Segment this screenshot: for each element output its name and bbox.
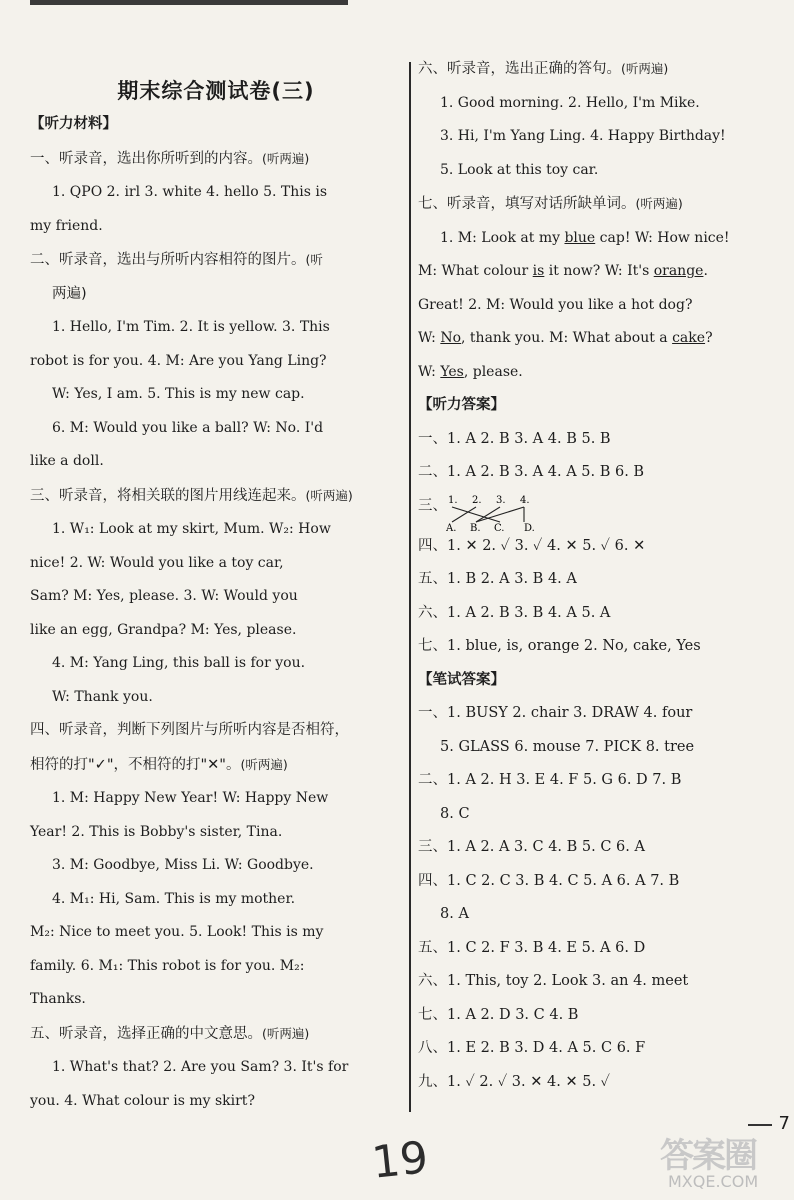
q3-line-6: W: Thank you. <box>52 688 153 705</box>
q6-heading-text: 六、听录音，选出正确的答句。 <box>418 61 621 77</box>
q7-l1-a: 1. M: Look at my <box>440 229 565 246</box>
q1-line-2: my friend. <box>30 217 103 234</box>
q2-line-2: robot is for you. 4. M: Are you Yang Ling? <box>30 352 327 369</box>
q3-line-5: 4. M: Yang Ling, this ball is for you. <box>52 655 306 671</box>
match-top-4: 4. <box>520 494 530 506</box>
q1-heading-text: 一、听录音，选出你所听到的内容。 <box>30 150 262 167</box>
q6-line-1: 1. Good morning. 2. Hello, I'm Mike. <box>440 94 700 111</box>
q3-line-4: like an egg, Grandpa? M: Yes, please. <box>30 621 297 638</box>
q5-heading-text: 五、听录音，选择正确的中文意思。 <box>30 1025 262 1042</box>
match-line-2 <box>452 507 476 522</box>
q2-line-5: like a doll. <box>30 453 104 469</box>
written-answer-3: 三、1. A 2. A 3. C 4. B 5. C 6. A <box>418 839 645 855</box>
q7-line-1 <box>418 222 790 256</box>
q7-l4-a: W: <box>418 330 441 346</box>
q7-l5-blank: Yes <box>440 363 464 380</box>
listening-answers-heading: 【听力答案】 <box>418 397 505 413</box>
q7-l4-blank: No <box>440 330 462 346</box>
written-answer-8: 八、1. E 2. B 3. D 4. A 5. C 6. F <box>418 1040 646 1056</box>
q7-l5-b: , please. <box>463 363 523 380</box>
written-answer-4-line-1: 四、1. C 2. C 3. B 4. C 5. A 6. A 7. B <box>418 872 680 889</box>
q7-l2-b: it now? W: It's <box>544 263 654 279</box>
q7-l4-blank-2: cake <box>672 330 706 346</box>
q7-l1-blank: blue <box>564 229 596 246</box>
listening-answer-1: 一、1. A 2. B 3. A 4. B 5. B <box>418 430 611 447</box>
q7-note: (听两遍) <box>635 196 683 211</box>
written-answer-1-line-2: 5. GLASS 6. mouse 7. PICK 8. tree <box>440 738 695 755</box>
q4-heading-1: 四、听录音，判断下列图片与所听内容是否相符， <box>30 722 349 738</box>
q7-l2-c: . <box>703 263 708 279</box>
q7-line-3: Great! 2. M: Would you like a hot dog? <box>418 296 693 313</box>
q5-heading <box>30 1017 402 1052</box>
listening-answer-3-label: 三、 <box>418 497 447 514</box>
q2-heading <box>30 243 402 278</box>
q2-note-a: (听 <box>305 252 323 267</box>
page-number-dash <box>748 1124 772 1126</box>
left-column <box>30 0 402 1118</box>
q3-note: (听两遍) <box>305 487 353 503</box>
listening-material-heading: 【听力材料】 <box>30 116 117 132</box>
q3-heading-text: 三、听录音，将相关联的图片用线连起来。 <box>30 487 306 504</box>
q7-heading <box>418 187 790 222</box>
q7-l2-a: M: What colour <box>418 263 533 279</box>
q2-line-1: 1. Hello, I'm Tim. 2. It is yellow. 3. This <box>52 319 330 335</box>
q6-heading <box>418 52 790 87</box>
q4-line-2: Year! 2. This is Bobby's sister, Tina. <box>30 823 283 840</box>
q3-line-3: Sam? M: Yes, please. 3. W: Would you <box>30 588 298 604</box>
q7-heading-text: 七、听录音，填写对话所缺单词。 <box>418 196 636 212</box>
listening-answer-6: 六、1. A 2. B 3. B 4. A 5. A <box>418 604 611 621</box>
match-line-5 <box>476 507 524 522</box>
q7-line-2 <box>418 255 790 289</box>
match-bottom-c: C. <box>494 522 505 532</box>
q7-l4-c: ? <box>705 330 713 346</box>
q4-line-6: family. 6. M₁: This robot is for you. M₂: <box>30 957 305 974</box>
q6-line-3: 5. Look at this toy car. <box>440 161 599 178</box>
q4-line-4: 4. M₁: Hi, Sam. This is my mother. <box>52 890 296 907</box>
q1-note: (听两遍) <box>262 150 310 166</box>
q6-line-2: 3. Hi, I'm Yang Ling. 4. Happy Birthday! <box>440 128 726 144</box>
watermark-logo-text: 答案圈 <box>660 1136 756 1176</box>
q4-line-1: 1. M: Happy New Year! W: Happy New <box>52 790 329 806</box>
q7-line-5 <box>418 356 790 390</box>
q1-line-1: 1. QPO 2. irl 3. white 4. hello 5. This is <box>52 184 328 200</box>
q6-note: (听两遍) <box>621 61 669 76</box>
q4-line-5: M₂: Nice to meet you. 5. Look! This is my <box>30 924 324 940</box>
q1-heading <box>30 142 402 177</box>
q2-note-cont: 两遍) <box>52 285 87 302</box>
match-top-1: 1. <box>448 494 458 506</box>
match-line-3 <box>476 507 500 522</box>
column-divider <box>409 62 411 1112</box>
q3-line-2: nice! 2. W: Would you like a toy car, <box>30 554 284 571</box>
q7-l2-blank: is <box>532 263 545 279</box>
listening-answer-4: 四、1. ✕ 2. ✓ 3. ✓ 4. ✕ 5. ✓ 6. ✕ <box>418 537 646 554</box>
written-answer-5: 五、1. C 2. F 3. B 4. E 5. A 6. D <box>418 939 646 956</box>
q7-l2-blank-2: orange <box>653 263 704 279</box>
match-bottom-a: A. <box>446 522 457 532</box>
listening-answer-3-matching <box>418 490 790 530</box>
page-title: 期末综合测试卷(三) <box>117 79 315 103</box>
written-answer-7: 七、1. A 2. D 3. C 4. B <box>418 1006 579 1023</box>
written-answer-9: 九、1. ✓ 2. ✓ 3. ✕ 4. ✕ 5. ✓ <box>418 1073 611 1090</box>
q7-l4-b: , thank you. M: What about a <box>461 330 673 346</box>
match-bottom-d: D. <box>524 522 535 532</box>
q5-line-2: you. 4. What colour is my skirt? <box>30 1092 255 1109</box>
written-answer-1-line-1: 一、1. BUSY 2. chair 3. DRAW 4. four <box>418 705 693 721</box>
listening-answer-2: 二、1. A 2. B 3. A 4. A 5. B 6. B <box>418 464 645 480</box>
q4-line-3: 3. M: Goodbye, Miss Li. W: Goodbye. <box>52 857 314 873</box>
watermark-url: MXQE.COM <box>668 1172 759 1191</box>
written-answer-2-line-1: 二、1. A 2. H 3. E 4. F 5. G 6. D 7. B <box>418 772 682 788</box>
written-answer-6: 六、1. This, toy 2. Look 3. an 4. meet <box>418 973 689 989</box>
written-answer-2-line-2: 8. C <box>440 805 470 822</box>
q2-line-3: W: Yes, I am. 5. This is my new cap. <box>52 386 305 402</box>
q5-note: (听两遍) <box>262 1025 310 1041</box>
q4-heading-text: 相符的打"✓"，不相符的打"✕"。 <box>30 756 241 773</box>
handwritten-number: 19 <box>369 1132 431 1189</box>
q7-l5-a: W: <box>418 363 441 380</box>
match-line-1 <box>452 507 500 522</box>
matching-lines-diagram <box>446 492 556 532</box>
match-top-2: 2. <box>472 494 482 506</box>
q4-line-7: Thanks. <box>30 991 86 1007</box>
q2-line-4: 6. M: Would you like a ball? W: No. I'd <box>52 419 324 436</box>
match-top-3: 3. <box>496 494 506 506</box>
right-column <box>418 52 790 1099</box>
q7-line-4 <box>418 322 790 356</box>
written-answer-4-line-2: 8. A <box>440 906 469 922</box>
q3-heading <box>30 479 402 514</box>
page-number: 7 <box>778 1113 790 1134</box>
q5-line-1: 1. What's that? 2. Are you Sam? 3. It's for <box>52 1059 349 1075</box>
q3-line-1: 1. W₁: Look at my skirt, Mum. W₂: How <box>52 521 331 537</box>
q4-note: (听两遍) <box>240 756 288 772</box>
q2-heading-text: 二、听录音，选出与所听内容相符的图片。 <box>30 252 306 268</box>
match-bottom-b: B. <box>470 522 481 532</box>
q4-heading-2 <box>30 748 402 783</box>
q7-l1-b: cap! W: How nice! <box>595 229 730 246</box>
listening-answer-7: 七、1. blue, is, orange 2. No, cake, Yes <box>418 638 701 654</box>
listening-answer-5: 五、1. B 2. A 3. B 4. A <box>418 571 577 587</box>
written-answers-heading: 【笔试答案】 <box>418 671 505 688</box>
